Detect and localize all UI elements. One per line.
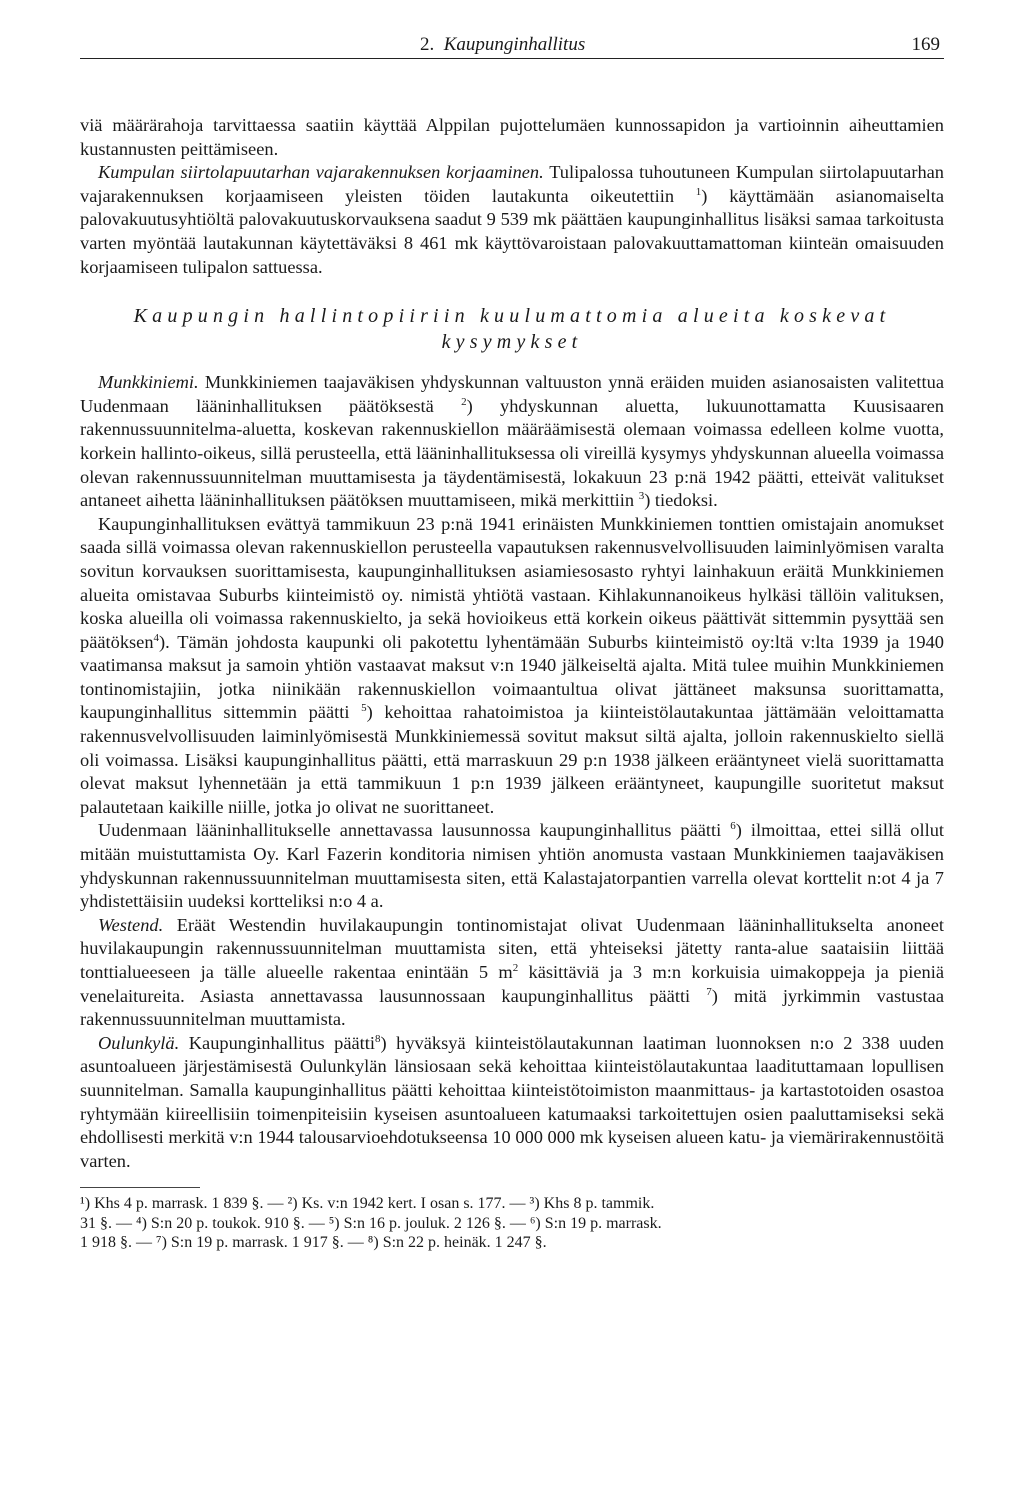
footnote-ref: 2 — [461, 395, 467, 408]
paragraph-text: ). Tämän johdosta kaupunki oli pakotettu lyhentämään Suburbs kiinteimistö oy:ltä v:lta 1939 ja 1940 vaatimansa maksut ja samoin yhtiön vastaavat maksut v:n 1940 jälkeiseltä ajalta. Mitä tulee muihin Munkkiniemen tontinomistajiin, jotka niinikään rakennuskiellon voimaantultua olivat jättäneet maksunsa suorittamatta, kaupunginhallitus sittemmin päätti — [80, 631, 944, 723]
section-heading — [80, 303, 944, 355]
footnote-ref: 8 — [375, 1032, 381, 1045]
paragraph-fazer — [80, 819, 944, 913]
paragraph-text: ) tiedoksi. — [644, 490, 718, 511]
document-page — [80, 28, 944, 1253]
paragraph-westend — [80, 914, 944, 1032]
paragraph-text: ) kehoittaa rahatoimistoa ja kiinteistölautakuntaa jättämään veloittamatta rakennusvelvollisuuden laiminlyömisestä Munkkiniemessä sovitut maksut siltä ajalta, jolloin rakennuskielto siellä oli voimassa. Lisäksi kaupunginhallitus päätti, että marraskuun 29 p:n 1938 jälkeen erääntyneet vielä suorittamatta olevat maksut lyhennetään ja että tammikuun 1 p:n 1939 jälkeen erääntyneet, kaupungille suoritetut maksut palautetaan kaikille niille, jotka jo olivat ne suorittaneet. — [80, 702, 944, 817]
section-number: 2. — [420, 34, 435, 55]
paragraph-lead: Westend. — [98, 914, 164, 935]
footnote-ref: 1 — [695, 185, 702, 198]
paragraph-text: Kaupunginhallituksen evättyä tammikuun 23 p:nä 1941 erinäisten Munkkiniemen tonttien omistajain anomukset saada sillä voimassa olevan rakennuskiellon perusteella vapautuksen rakennusvelvollisuuden laiminlyömisen varalta sovitun korvauksen suorittamisesta, kaupunginhallituksen asiamiesosasto ryhtyi lainhakuun eräitä Munkkiniemen alueita omistavaa Suburbs kiinteimistö oy. nimistä yhtiötä vastaan. Kihlakunnanoikeus hylkäsi tällöin valituksen, koska alueilla oli voimassa rakennuskielto, ja sekä hovioikeus että korkein oikeus päättivät sittemmin pysyttää sen päätöksen — [80, 513, 944, 652]
footnote-line: 1 918 §. — ⁷) S:n 19 p. marrask. 1 917 §. — ⁸) S:n 22 p. heinäk. 1 247 §. — [80, 1234, 547, 1252]
footnote-ref: 7 — [706, 985, 712, 998]
section-title: Kaupunginhallitus — [443, 34, 586, 55]
footnote-line: 31 §. — ⁴) S:n 20 p. toukok. 910 §. — ⁵) S:n 16 p. jouluk. 2 126 §. — ⁶) S:n 19 p. marrask. — [80, 1214, 662, 1232]
superscript: 2 — [512, 961, 519, 974]
paragraph-text: käsittäviä ja 3 m:n korkuisia uimakoppeja ja pieniä venelaitureita. Asiasta annettavassa lausunnossaan kaupunginhallitus päätti — [80, 962, 944, 1006]
paragraph-text: Eräät Westendin huvilakaupungin tontinomistajat olivat Uudenmaan lääninhallitukselta anoneet huvilakaupungin rakennussuunnitelman muuttamista siten, että yhteiseksi jätetty ranta-alue saataisiin liittää tonttialueeseen ja tälle alueelle rakentaa enintään 5 m — [80, 914, 944, 982]
paragraph-text: Kaupunginhallitus päätti — [179, 1032, 375, 1053]
running-header — [80, 28, 944, 59]
paragraph-text: Uudenmaan lääninhallitukselle annettavassa lausunnossa kaupunginhallitus päätti — [98, 820, 731, 841]
document-body — [80, 114, 944, 1253]
footnotes — [80, 1187, 944, 1253]
paragraph-lead: Kumpulan siirtolapuutarhan vajarakennuksen korjaaminen. — [98, 162, 544, 183]
paragraph-text: viä määrärahoja tarvittaessa saatiin käyttää Alppilan pujottelumäen kunnossapidon ja vartioinnin aiheuttamien kustannusten peittämiseen. — [80, 115, 944, 159]
running-title — [420, 34, 585, 56]
footnote-line: ¹) Khs 4 p. marrask. 1 839 §. — ²) Ks. v:n 1942 kert. I osan s. 177. — ³) Khs 8 p. tammik. — [80, 1195, 655, 1213]
footnote-rule — [80, 1187, 200, 1188]
page-number: 169 — [911, 34, 940, 55]
footnote-ref: 3 — [638, 490, 645, 502]
paragraph-suburbs — [80, 513, 944, 820]
paragraph-text: ) ilmoittaa, ettei sillä ollut mitään muistuttamista Oy. Karl Fazerin konditoria nimisen yhtiön anomusta vastaan Munkkiniemen taajaväkisen yhdyskunnan rakennussuunnitelman muuttamisesta siten, että Kalastajatorpantien varrella olevat korttelit n:ot 4 ja 7 yhdistettäisiin uudeksi kortteliksi n:o 4 a. — [80, 820, 944, 912]
paragraph-text: ) yhdyskunnan aluetta, lukuunottamatta Kuusisaaren rakennussuunnitelma-aluetta, koskevan rakennuskiellon määräämisestä olemaan voimassa edelleen kolme vuotta, korkein hallinto-oikeus, sillä perusteella, että lääninhallituksessa oli vireillä kysymys yhdyskunnan alueella voimassa olevan rakennussuunnitelman muuttamisesta ja täydentämisestä, lokakuun 23 p:nä 1942 päätti, etteivät valitukset antaneet aihetta lääninhallituksen päätöksen muuttamiseen, mikä merkittiin — [80, 395, 944, 511]
paragraph-text: ) käyttämään asianomaiselta palovakuutusyhtiöltä palovakuutuskorvauksena saadut 9 539 mk päättäen kaupunginhallitus lisäksi samaa tarkoitusta varten myöntää lautakunnan käytettäväksi 8 461 mk käyttövaroistaan palovakuuttamattoman kiinteän omaisuuden korjaamiseen tulipalon sattuessa. — [80, 185, 944, 277]
paragraph-text: Munkkiniemen taajaväkisen yhdyskunnan valtuuston ynnä eräiden muiden asianosaisten valitettua Uudenmaan lääninhallituksen päätöksestä — [80, 372, 944, 416]
paragraph-alppila — [80, 114, 944, 161]
paragraph-munkkiniemi — [80, 371, 944, 513]
paragraph-text: Tulipalossa tuhoutuneen Kumpulan siirtolapuutarhan vajarakennuksen korjaamiseen yleisten töiden lautakunta oikeutettiin — [80, 162, 944, 206]
section-heading-line: kysymykset — [441, 331, 583, 354]
section-heading-line: Kaupungin hallintopiiriin kuulumattomia alueita koskevat — [133, 305, 891, 328]
paragraph-text: ) mitä jyrkimmin vastustaa rakennussuunnitelman muuttamista. — [80, 985, 944, 1030]
paragraph-kumpula — [80, 161, 944, 279]
paragraph-lead: Munkkiniemi. — [98, 372, 199, 393]
paragraph-oulunkyla — [80, 1032, 944, 1174]
footnote-ref: 4 — [153, 631, 160, 644]
footnote-ref: 6 — [730, 820, 736, 833]
footnote-ref: 5 — [361, 702, 367, 715]
paragraph-text: ) hyväksyä kiinteistölautakunnan laatiman luonnoksen n:o 2 338 uuden asuntoalueen järjestämisestä Oulunkylän länsiosaan sekä kehoittaa kiinteistölautakuntaa laadituttamaan lopullisen suunnitelman. Samalla kaupunginhallitus päätti kehoittaa kiinteistötoimiston maanmittaus- ja kartastotoiden osastoa ryhtymään kiireellisiin toimenpiteisiin kyseisen asuntoalueen katumaaksi tarkoitettujen osien paaluttamiseksi sekä ehdollisesti merkitä v:n 1944 talousarvioehdotukseensa 10 000 000 mk kyseisen alueen katu- ja viemärirakennustöitä varten. — [80, 1032, 944, 1171]
paragraph-lead: Oulunkylä. — [98, 1032, 180, 1053]
